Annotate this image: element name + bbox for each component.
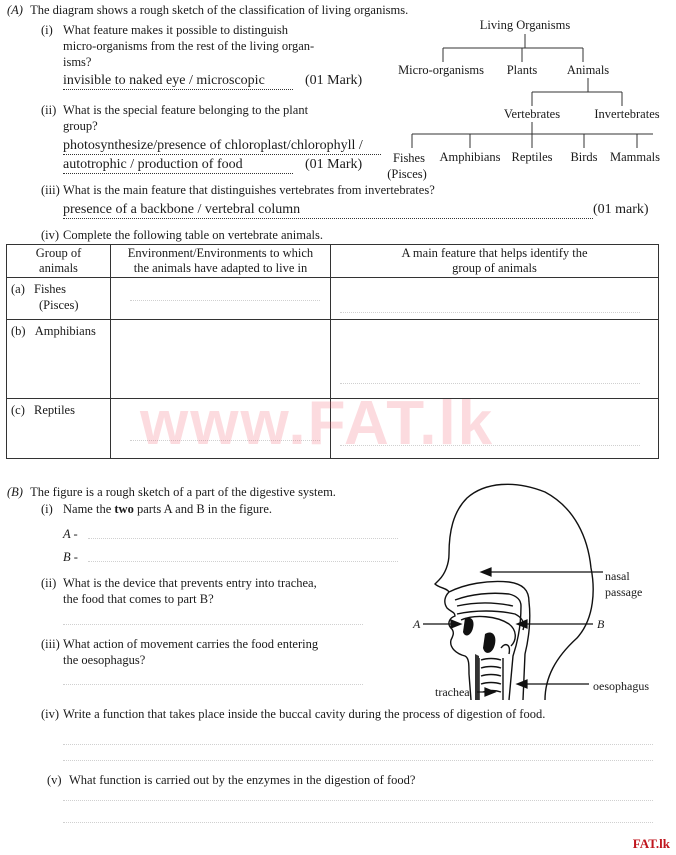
- answer-line-v-1[interactable]: [63, 800, 653, 801]
- q-b-v-text: What function is carried out by the enzymes in the digestion of food?: [69, 773, 416, 787]
- header-group-l1: Group of: [35, 246, 82, 260]
- row-c-name: Reptiles: [34, 403, 75, 417]
- q-a-ii-answer-1: photosynthesize/presence of chloroplast/chlorophyll /: [63, 138, 381, 155]
- header-feature-l1: A main feature that helps identify the: [401, 246, 588, 260]
- q-a-i-marks: (01 Mark): [305, 73, 363, 88]
- q-b-i-a-label: [63, 526, 78, 542]
- label-oesophagus: oesophagus: [593, 679, 649, 693]
- header-env-l1: Environment/Environments to which: [127, 246, 314, 260]
- q-a-i-line3: isms?: [63, 55, 92, 69]
- section-a-intro-text: The diagram shows a rough sketch of the classification of living organisms.: [30, 3, 409, 17]
- row-amphibians-label: [7, 320, 111, 399]
- label-nasal: nasal: [605, 569, 630, 583]
- q-a-iii-answer: presence of a backbone / vertebral column: [63, 202, 593, 219]
- header-group: [7, 245, 111, 278]
- q-b-ii-line2: the food that comes to part B?: [63, 592, 214, 606]
- row-a-sub: (Pisces): [39, 298, 79, 312]
- q-b-iii-line1: What action of movement carries the food entering: [63, 637, 319, 651]
- row-a-name: Fishes: [34, 282, 66, 296]
- classification-tree: [385, 10, 670, 185]
- q-b-ii-num: (ii): [41, 576, 57, 590]
- tree-plants: Plants: [506, 63, 538, 77]
- section-a-intro: [7, 2, 408, 18]
- header-env-l2: the animals have adapted to live in: [133, 261, 308, 275]
- q-a-ii-line2: group?: [63, 119, 98, 133]
- tree-root: Living Organisms: [479, 18, 571, 32]
- q-a-i-num: (i): [41, 23, 53, 37]
- header-feature: [331, 245, 659, 278]
- section-b-intro: [7, 484, 336, 500]
- q-b-iv-num: (iv): [41, 707, 60, 721]
- header-feature-l2: group of animals: [452, 261, 537, 275]
- digestive-system-figure: [405, 478, 670, 704]
- table-row: [7, 320, 659, 399]
- row-b-num: (b): [11, 324, 26, 338]
- q-b-i-b-text: B -: [63, 550, 78, 564]
- q-b-iii-line2: the oesophagus?: [63, 653, 146, 667]
- header-group-l2: animals: [39, 261, 78, 275]
- tree-birds: Birds: [570, 150, 598, 164]
- q-a-iii-marks: (01 mark): [593, 202, 649, 217]
- answer-line-b[interactable]: [88, 561, 398, 562]
- header-environment: [111, 245, 331, 278]
- answer-line-a[interactable]: [88, 538, 398, 539]
- q-a-i-line2: micro-organisms from the rest of the living organ-: [63, 39, 315, 53]
- tree-mammals: Mammals: [610, 150, 660, 164]
- table-header-row: [7, 245, 659, 278]
- answer-line-iv-1[interactable]: [63, 744, 653, 745]
- table-row: [7, 278, 659, 320]
- tree-micro-organisms: Micro-organisms: [398, 63, 484, 77]
- q-a-i-line1: What feature makes it possible to distinguish: [63, 23, 288, 37]
- row-reptiles-label: [7, 399, 111, 459]
- q-a-iv-num: (iv): [41, 228, 60, 242]
- tree-vertebrates: Vertebrates: [503, 107, 561, 121]
- answer-line-iv-2[interactable]: [63, 760, 653, 761]
- q-b-i-post: parts A and B in the figure.: [136, 502, 272, 516]
- answer-line-iii[interactable]: [63, 684, 363, 685]
- label-a: A: [413, 617, 421, 631]
- q-a-ii-num: (ii): [41, 103, 57, 117]
- section-a-label: (A): [7, 3, 23, 17]
- row-fishes-label: [7, 278, 111, 320]
- row-a-num: (a): [11, 282, 25, 296]
- tree-amphibians: Amphibians: [439, 150, 501, 164]
- q-b-v-num: (v): [47, 773, 62, 787]
- q-a-iv-text: Complete the following table on vertebrate animals.: [63, 228, 323, 242]
- q-b-i-bold: two: [114, 502, 134, 516]
- label-passage: passage: [605, 585, 643, 599]
- tree-animals: Animals: [566, 63, 610, 77]
- footer-brand: FAT.lk: [632, 836, 670, 851]
- section-b-intro-text: The figure is a rough sketch of a part of the digestive system.: [30, 485, 336, 499]
- q-b-i-num: (i): [41, 502, 53, 516]
- row-b-name: Amphibians: [34, 324, 96, 338]
- q-b-ii-line1: What is the device that prevents entry into trachea,: [63, 576, 317, 590]
- row-fishes-environment[interactable]: [111, 278, 331, 320]
- q-a-iii-text: What is the main feature that distinguishes vertebrates from invertebrates?: [63, 183, 435, 197]
- q-a-ii-answer-2: autotrophic / production of food: [63, 157, 293, 174]
- answer-line-ii[interactable]: [63, 624, 363, 625]
- row-c-num: (c): [11, 403, 25, 417]
- watermark: www.FAT.lk: [140, 389, 495, 458]
- section-b-label: (B): [7, 485, 23, 499]
- q-b-i-b-label: [63, 549, 78, 565]
- q-a-ii-marks: (01 Mark): [305, 157, 363, 172]
- answer-line-v-2[interactable]: [63, 822, 653, 823]
- label-b: B: [597, 617, 605, 631]
- q-a-ii-line1: What is the special feature belonging to the plant: [63, 103, 309, 117]
- label-trachea: trachea: [435, 685, 470, 699]
- q-a-iii-num: (iii): [41, 183, 60, 197]
- q-b-i-pre: Name the: [63, 502, 112, 516]
- tree-reptiles: Reptiles: [511, 150, 553, 164]
- q-b-i-a-text: A -: [63, 527, 78, 541]
- q-b-iv-text: Write a function that takes place inside the buccal cavity during the process of digestion of food.: [63, 707, 546, 721]
- q-b-iii-num: (iii): [41, 637, 60, 651]
- q-b-i-text: [63, 501, 272, 517]
- q-a-i-answer: invisible to naked eye / microscopic: [63, 73, 293, 90]
- row-amphibians-environment[interactable]: [111, 320, 331, 399]
- tree-fishes: Fishes: [393, 151, 425, 165]
- row-amphibians-feature[interactable]: [331, 320, 659, 399]
- tree-pisces: (Pisces): [387, 167, 427, 181]
- row-fishes-feature[interactable]: [331, 278, 659, 320]
- tree-invertebrates: Invertebrates: [594, 107, 660, 121]
